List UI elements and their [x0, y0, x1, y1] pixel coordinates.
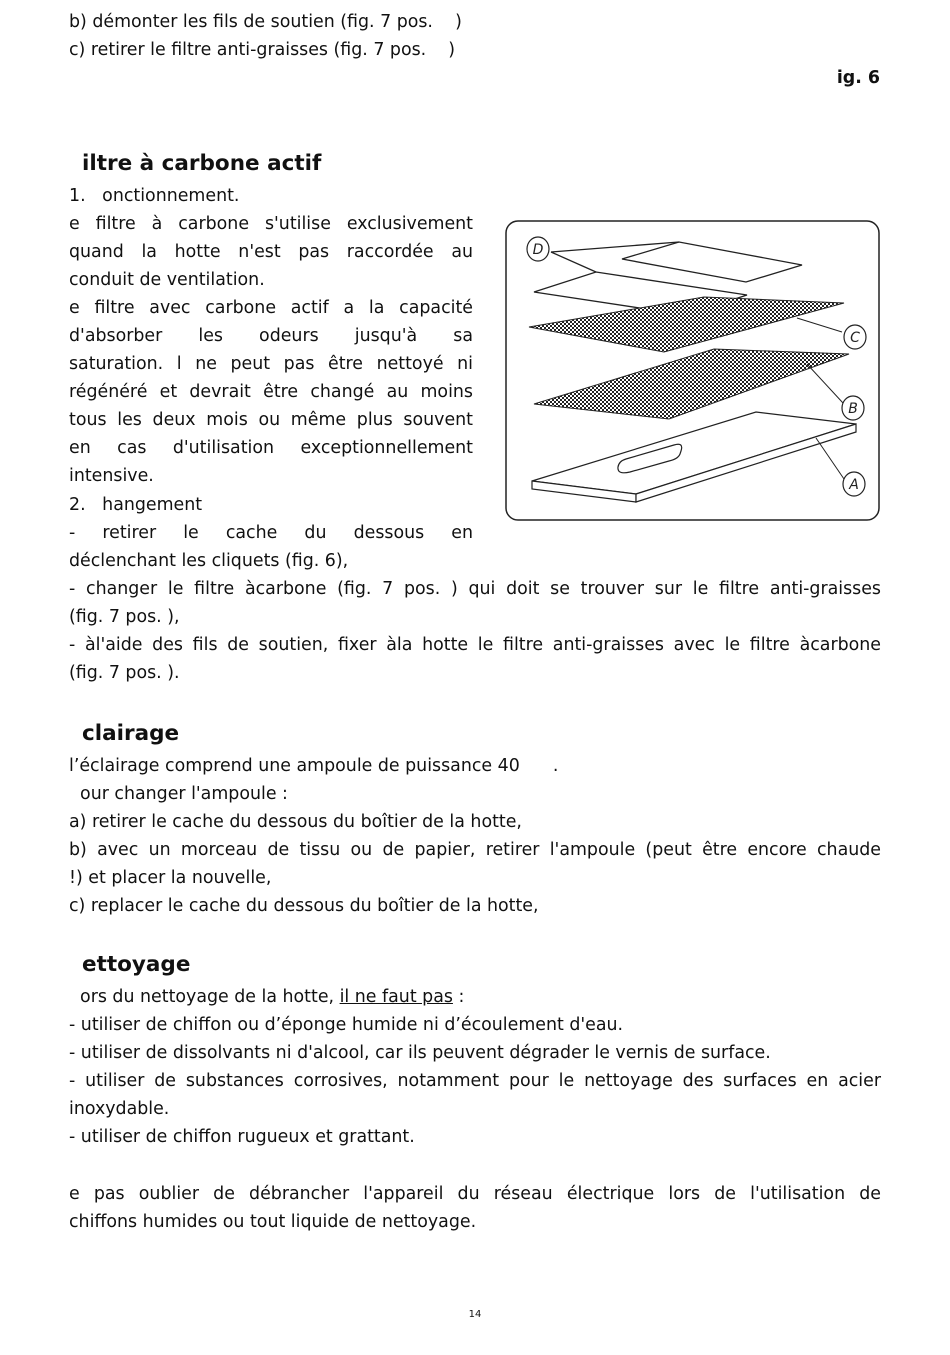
cleaning-intro-emphasis: il ne faut pas	[339, 987, 453, 1007]
lighting-line: our changer l'ampoule :	[69, 784, 288, 804]
filter-para-line: tous les deux mois ou même plus souvent	[69, 410, 473, 430]
warning-line: chiffons humides ou tout liquide de nettoyage.	[69, 1212, 477, 1232]
filter-diagram	[504, 219, 881, 522]
lighting-line: !) et placer la nouvelle,	[69, 868, 272, 888]
intro-line-2: c) retirer le filtre anti-graisses (fig. 7 pos. )	[69, 40, 456, 60]
filter-para-line: régénéré et devrait être changé au moins	[69, 382, 473, 402]
callout-c	[844, 325, 866, 349]
lighting-line: c) replacer le cache du dessous du boîtier de la hotte,	[69, 896, 539, 916]
callout-label: A	[849, 477, 859, 493]
filter-para-line: conduit de ventilation.	[69, 270, 265, 290]
cover-panel	[532, 412, 856, 502]
callout-d	[527, 237, 549, 261]
change-line: - àl'aide des fils de soutien, fixer àla hotte le filtre anti-graisses avec le filtre àcarbone	[69, 635, 881, 655]
carbon-filter	[529, 297, 844, 352]
lighting-line: l’éclairage comprend une ampoule de puissance 40 .	[69, 756, 559, 776]
cleaning-intro	[69, 983, 464, 1011]
lighting-line: a) retirer le cache du dessous du boîtier de la hotte,	[69, 812, 522, 832]
cleaning-line: - utiliser de dissolvants ni d'alcool, car ils peuvent dégrader le vernis de surface.	[69, 1043, 771, 1063]
warning-line: e pas oublier de débrancher l'appareil du réseau électrique lors de l'utilisation de	[69, 1184, 881, 1204]
callout-label: C	[850, 330, 860, 346]
section-title-filter: iltre à carbone actif	[82, 151, 322, 176]
filter-para-line: en cas d'utilisation exceptionnellement	[69, 438, 473, 458]
fig6-label: ig. 6	[836, 68, 880, 88]
filter-para-line: saturation. l ne peut pas être nettoyé ni	[69, 354, 473, 374]
filter-para-line: e filtre avec carbone actif a la capacité	[69, 298, 473, 318]
change-line: - retirer le cache du dessous en	[69, 523, 473, 543]
cleaning-line: - utiliser de substances corrosives, notamment pour le nettoyage des surfaces en acier	[69, 1071, 881, 1091]
section-title-lighting: clairage	[82, 721, 180, 746]
cleaning-line: - utiliser de chiffon rugueux et grattant.	[69, 1127, 415, 1147]
filter-para-line: d'absorber les odeurs jusqu'à sa	[69, 326, 473, 346]
lighting-line: b) avec un morceau de tissu ou de papier, retirer l'ampoule (peut être encore chaude	[69, 840, 881, 860]
filter-subheading-2: 2. hangement	[69, 495, 203, 515]
cleaning-intro-prefix: ors du nettoyage de la hotte,	[69, 987, 340, 1007]
cleaning-line: inoxydable.	[69, 1099, 170, 1119]
grease-filter	[534, 349, 849, 419]
filter-para-line: e filtre à carbone s'utilise exclusivement	[69, 214, 473, 234]
callout-label: D	[532, 242, 544, 258]
intro-line-1: b) démonter les fils de soutien (fig. 7 pos. )	[69, 12, 462, 32]
callout-a	[843, 472, 865, 496]
section-title-cleaning: ettoyage	[82, 952, 191, 977]
change-line: (fig. 7 pos. ),	[69, 607, 180, 627]
filter-para-line: intensive.	[69, 466, 154, 486]
callout-label: B	[848, 401, 858, 417]
cleaning-line: - utiliser de chiffon ou d’éponge humide ni d’écoulement d'eau.	[69, 1015, 624, 1035]
callout-b	[842, 396, 864, 420]
change-line: déclenchant les cliquets (fig. 6),	[69, 551, 349, 571]
change-line: - changer le filtre àcarbone (fig. 7 pos. ) qui doit se trouver sur le filtre anti-graisses	[69, 579, 881, 599]
cleaning-intro-suffix: :	[452, 987, 465, 1007]
page-number: 14	[468, 1309, 482, 1320]
filter-para-line: quand la hotte n'est pas raccordée au	[69, 242, 473, 262]
change-line: (fig. 7 pos. ).	[69, 663, 180, 683]
filter-subheading-1: 1. onctionnement.	[69, 186, 240, 206]
